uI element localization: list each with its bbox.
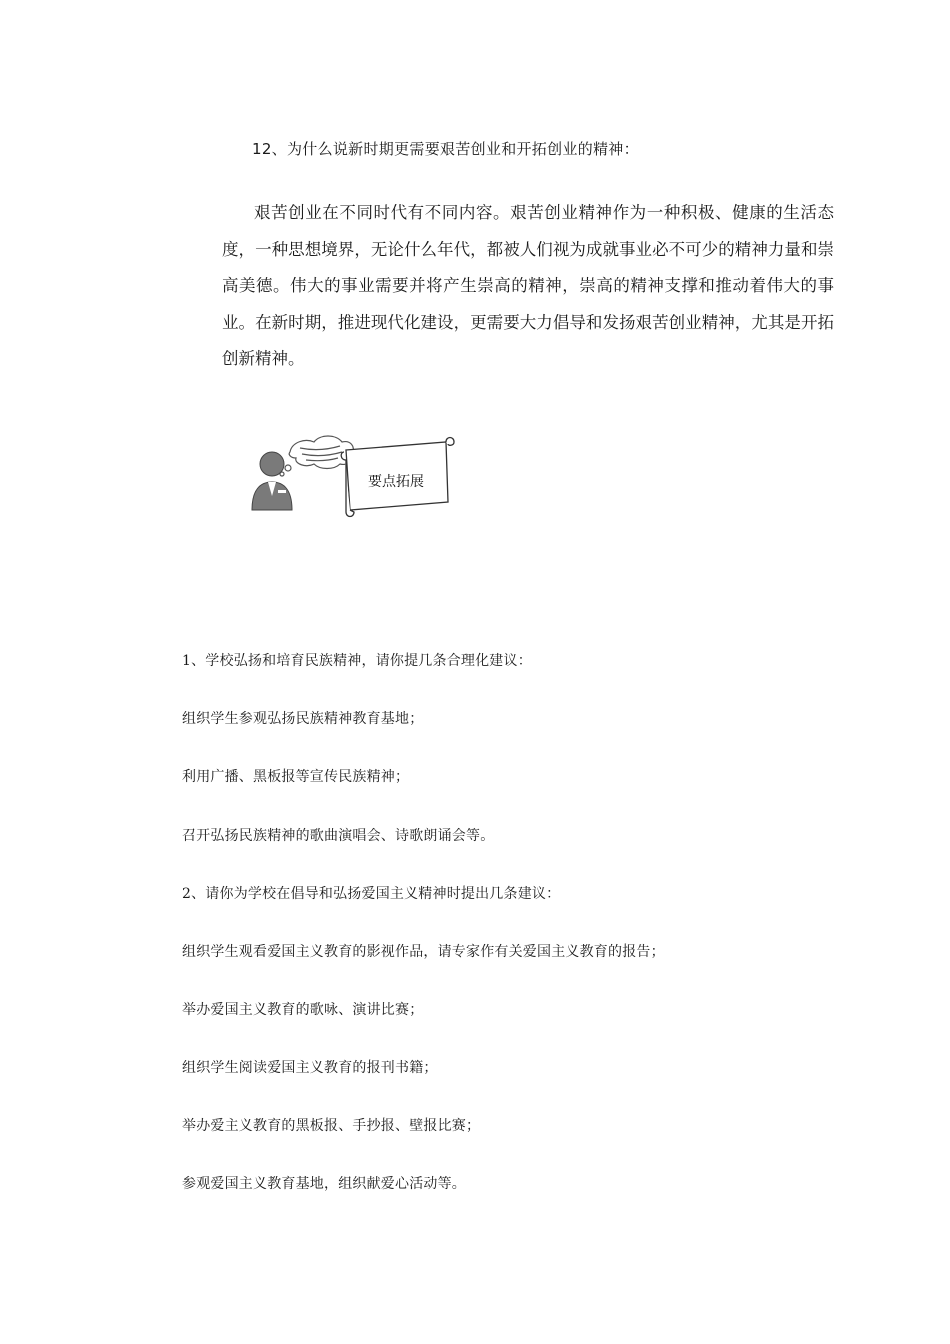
list-item: 召开弘扬民族精神的歌曲演唱会、诗歌朗诵会等。 [182,828,495,844]
banner-label: 要点拓展 [368,474,424,490]
list-item: 1、学校弘扬和培育民族精神，请你提几条合理化建议： [182,653,532,669]
list-item: 组织学生观看爱国主义教育的影视作品，请专家作有关爱国主义教育的报告； [182,944,665,960]
list-item: 利用广播、黑板报等宣传民族精神； [182,769,410,785]
key-points-illustration [250,430,460,518]
list-item: 举办爱主义教育的黑板报、手抄报、壁报比赛； [182,1118,481,1134]
question-12: 12、为什么说新时期更需要艰苦创业和开拓创业的精神： [252,140,639,158]
list-item: 2、请你为学校在倡导和弘扬爱国主义精神时提出几条建议： [182,886,561,902]
list-item: 举办爱国主义教育的歌咏、演讲比赛； [182,1002,424,1018]
person-with-speech-scroll-icon [250,430,460,518]
answer-12-paragraph: 艰苦创业在不同时代有不同内容。艰苦创业精神作为一种积极、健康的生活态度，一种思想境界，无论什么年代，都被人们视为成就事业必不可少的精神力量和崇高美德。伟大的事业需要并将产生崇高的精神，崇高的精神支撑和推动着伟大的事业。在新时期，推进现代化建设，更需要大力倡导和发扬艰苦创业精神，尤其是开拓创新精神。 [222,203,834,368]
list-item: 组织学生阅读爱国主义教育的报刊书籍； [182,1060,438,1076]
list-item: 参观爱国主义教育基地，组织献爱心活动等。 [182,1176,466,1192]
person-icon [252,452,292,510]
list-item: 组织学生参观弘扬民族精神教育基地； [182,711,424,727]
